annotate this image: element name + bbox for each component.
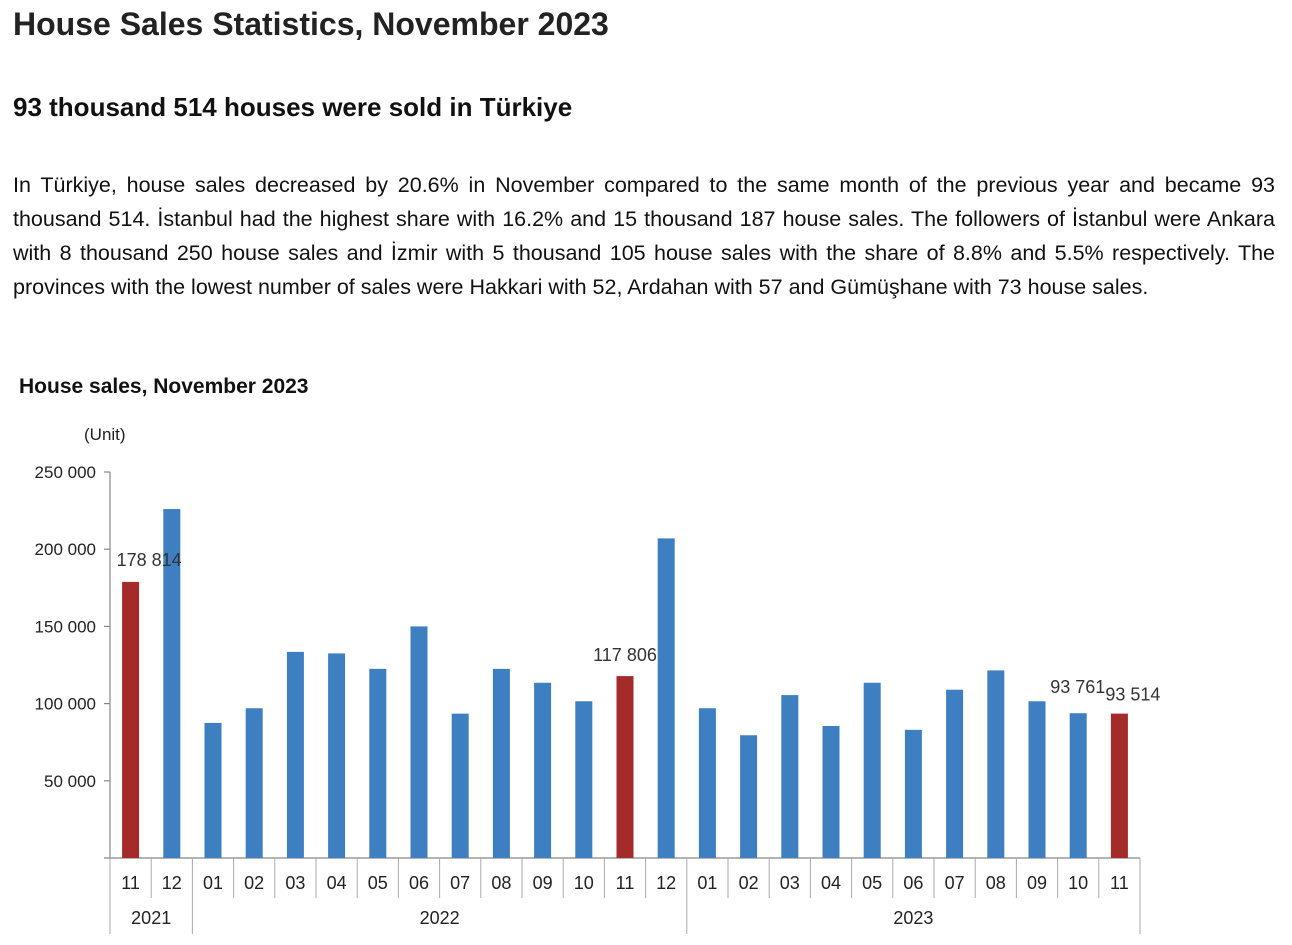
y-tick-label: 100 000	[34, 694, 96, 714]
year-group-label: 2022	[419, 908, 460, 928]
data-label: 117 806	[593, 645, 657, 666]
x-tick-label: 03	[779, 873, 800, 893]
bar	[987, 670, 1004, 858]
y-tick-label: 250 000	[34, 463, 96, 482]
summary-paragraph: In Türkiye, house sales decreased by 20.6% in November compared to the same month of the previous year and became 93 thousand 514. İstanbul had the highest share with 16.2% and 15 thousand 187 house sales. The followers of İstanbul were Ankara with 8 thousand 250 house sales and İzmir with 5 thousand 105 house sales with the share of 8.8% and 5.5% respectively. The provinces with the lowest number of sales were Hakkari with 52, Ardahan with 57 and Gümüşhane with 73 house sales.	[13, 173, 1275, 299]
data-label: 93 514	[1105, 684, 1161, 705]
x-tick-label: 02	[738, 873, 759, 893]
chart-title: House sales, November 2023	[19, 375, 309, 398]
x-tick-label: 03	[285, 873, 306, 893]
x-tick-label: 09	[532, 873, 553, 893]
chart-unit-label: (Unit)	[84, 425, 126, 444]
bar	[534, 683, 551, 858]
bar	[1029, 701, 1046, 858]
x-tick-label: 05	[862, 873, 883, 893]
bar	[1111, 714, 1128, 858]
bar	[452, 714, 469, 858]
x-tick-label: 12	[161, 873, 182, 893]
x-tick-label: 06	[903, 873, 924, 893]
bar	[823, 726, 840, 858]
x-tick-label: 07	[450, 873, 471, 893]
data-label: 178 814	[116, 549, 182, 570]
bar	[864, 683, 881, 858]
bar	[1070, 713, 1087, 858]
bar	[287, 652, 304, 858]
bar	[122, 582, 139, 858]
year-group-label: 2023	[893, 908, 934, 928]
x-tick-label: 01	[697, 873, 718, 893]
x-tick-label: 07	[944, 873, 965, 893]
bar	[617, 676, 634, 858]
bar	[246, 708, 263, 858]
bar	[328, 653, 345, 858]
x-tick-label: 08	[985, 873, 1006, 893]
bar	[369, 669, 386, 858]
x-tick-label: 10	[573, 873, 594, 893]
data-label: 93 761	[1050, 677, 1106, 698]
x-tick-label: 05	[367, 873, 388, 893]
x-tick-label: 01	[202, 873, 224, 893]
bar	[740, 735, 757, 858]
bar	[411, 626, 428, 858]
x-tick-label: 04	[820, 873, 842, 893]
bar	[905, 730, 922, 858]
x-tick-label: 08	[491, 873, 512, 893]
x-tick-label: 09	[1026, 873, 1048, 893]
y-tick-label: 200 000	[34, 540, 96, 560]
page-title: House Sales Statistics, November 2023	[13, 6, 609, 42]
bar	[658, 538, 675, 858]
bar	[205, 723, 222, 858]
bar	[946, 690, 963, 858]
year-group-label: 2021	[131, 908, 172, 928]
x-tick-label: 02	[244, 873, 265, 893]
x-tick-label: 11	[615, 873, 635, 893]
bar	[699, 708, 716, 858]
page-subtitle: 93 thousand 514 houses were sold in Türkiye	[13, 92, 573, 122]
x-tick-label: 11	[1110, 873, 1129, 893]
bar	[781, 695, 798, 858]
x-tick-label: 12	[656, 873, 677, 893]
x-tick-label: 11	[121, 873, 140, 893]
x-tick-label: 04	[326, 873, 347, 893]
x-tick-label: 06	[408, 873, 430, 893]
y-tick-label: 50 000	[44, 771, 96, 791]
y-tick-label: 150 000	[34, 617, 96, 637]
bar	[575, 701, 592, 858]
bar	[493, 669, 510, 858]
x-tick-label: 10	[1068, 873, 1089, 893]
